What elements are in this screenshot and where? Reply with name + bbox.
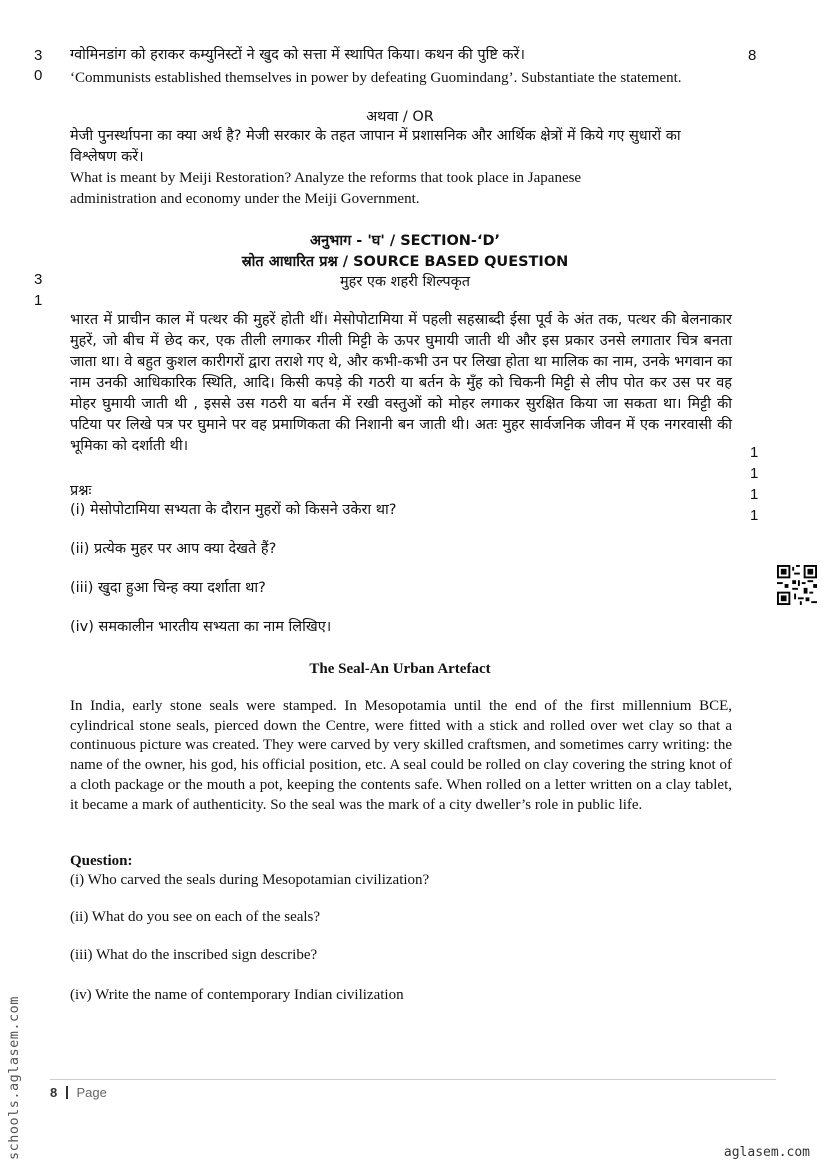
- mark-value: 1: [750, 444, 759, 461]
- mark-value: 1: [750, 465, 759, 482]
- passage-hindi: भारत में प्राचीन काल में पत्थर की मुहरें होती थीं। मेसोपोटामिया में पहली सहस्राब्दी ईसा पूर्व के अंत तक, पत्थर की बेलनाकार मुहरें, जो बीच में छेद कर, एक तीली लगाकर गीली मिट्टी के ऊपर घुमायी जाती थी और इस प्रकार उनसे लगातार चित्र बनता जाता था। वे बहुत कुशल कारीगरों द्वारा तराशे गए थे, और कभी-कभी उन पर लिखा होता था मालिक का नाम, उनके भगवान का नाम उनकी आधिकारिक स्थिति, आदि। किसी कपड़े की गठरी या बर्तन के मुँह को चिकनी मिट्टी से लीप पोत कर उस पर वह मोहर घुमायी जाती थी , इससे उस गठरी या बर्तन में रखी वस्तुओं को मोहर लगाकर सुरक्षित किया जा सकता था। मिट्टी की पटिया पर लिखे पत्र पर घुमाने पर वह प्रमाणिकता की निशानी बन जाती थी। अतः मुहर सार्वजनिक जीवन में एक नगरवासी की भूमिका को दर्शाती थी।: [70, 312, 732, 454]
- page-footer: [50, 1085, 107, 1100]
- questions-label-hindi: प्रश्नः: [70, 483, 92, 499]
- question-number-top: 3: [34, 47, 43, 64]
- passage-title-hindi: मुहर एक शहरी शिल्पकृत: [339, 274, 470, 290]
- passage-title-english: The Seal-An Urban Artefact: [309, 661, 491, 677]
- vertical-watermark: schools.aglasem.com: [6, 996, 22, 1160]
- questions-label-english: Question:: [70, 853, 133, 869]
- question-item-hindi: (iv) समकालीन भारतीय सभ्यता का नाम लिखिए।: [70, 619, 332, 635]
- question-item-english: (iv) Write the name of contemporary Indian civilization: [70, 987, 404, 1003]
- page-number: 8: [50, 1085, 58, 1100]
- qr-code-icon: [777, 565, 817, 605]
- mark-value: 1: [750, 507, 759, 524]
- question-number-top: 3: [34, 271, 43, 288]
- question-item-hindi: (i) मेसोपोटामिया सभ्यता के दौरान मुहरों को किसने उकेरा था?: [70, 502, 397, 518]
- q30-alt-hindi: मेजी पुनर्स्थापना का क्या अर्थ है? मेजी सरकार के तहत जापान में प्रशासनिक और आर्थिक क्षेत्रों में किये गए सुधारों का विश्लेषण करें।: [70, 128, 681, 165]
- question-marks: 8: [748, 47, 757, 64]
- footer-separator: [66, 1086, 68, 1099]
- question-item-hindi: (ii) प्रत्येक मुहर पर आप क्या देखते हैं?: [70, 541, 277, 557]
- or-divider: अथवा / OR: [366, 109, 434, 125]
- q30-alt-english: What is meant by Meiji Restoration? Analyze the reforms that took place in Japanese administration and economy under the Meiji Government.: [70, 170, 582, 207]
- page-label: Page: [76, 1085, 107, 1100]
- section-heading: अनुभाग - 'घ' / SECTION-‘D’: [310, 233, 500, 249]
- question-number-bottom: 0: [34, 67, 43, 84]
- footer-rule: [50, 1079, 776, 1080]
- question-number-bottom: 1: [34, 292, 43, 309]
- question-item-english: (iii) What do the inscribed sign describe?: [70, 947, 318, 963]
- question-item-english: (ii) What do you see on each of the seals?: [70, 909, 321, 925]
- q30-hindi: ग्वोमिनडांग को हराकर कम्युनिस्टों ने खुद को सत्ता में स्थापित किया। कथन की पुष्टि करें।: [70, 47, 525, 63]
- question-item-english: (i) Who carved the seals during Mesopotamian civilization?: [70, 872, 430, 888]
- passage-english: In India, early stone seals were stamped. In Mesopotamia until the end of the first millennium BCE, cylindrical stone seals, pierced down the Centre, were fitted with a stick and rolled over wet clay so that a continuous picture was created. They were carved by very skilled craftsmen, and sometimes carry writing: the name of the owner, his god, his official position, etc. A seal could be rolled on clay covering the string knot of a cloth package or the mouth a pot, keeping the contents safe. When rolled on a letter written on a clay tablet, it became a mark of authenticity. So the seal was the mark of a city dweller’s role in public life.: [70, 698, 732, 813]
- question-item-hindi: (iii) खुदा हुआ चिन्ह क्या दर्शाता था?: [70, 580, 266, 596]
- q30-english: ‘Communists established themselves in power by defeating Guomindang’. Substantiate the statement.: [70, 70, 682, 86]
- mark-value: 1: [750, 486, 759, 503]
- site-watermark: aglasem.com: [723, 1145, 810, 1160]
- marks-column: [750, 442, 758, 526]
- section-subheading: स्रोत आधारित प्रश्न / SOURCE BASED QUESTION: [241, 254, 569, 270]
